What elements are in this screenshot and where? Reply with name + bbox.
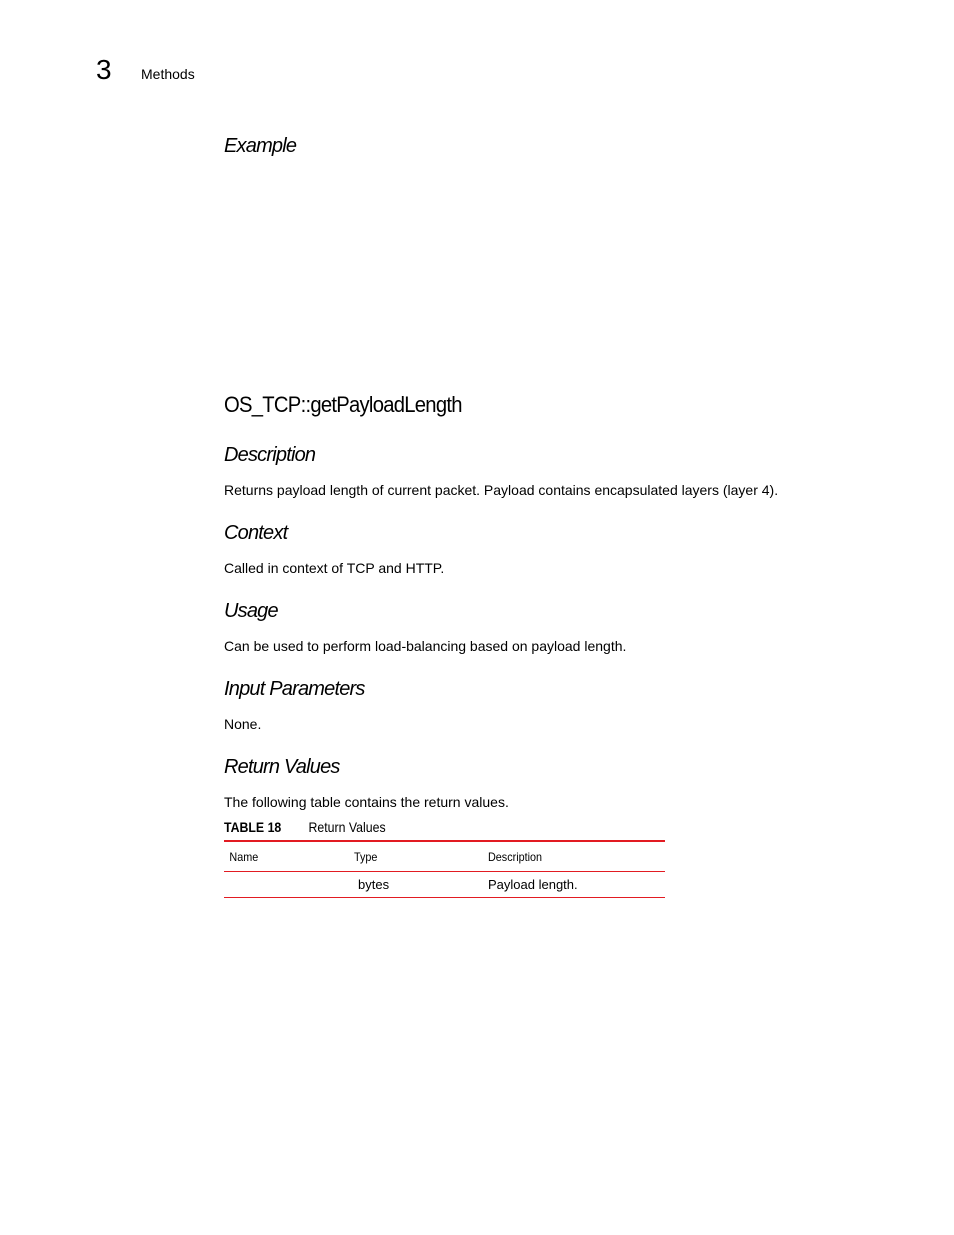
context-heading: Context: [224, 522, 288, 544]
table-title: Return Values: [308, 819, 386, 835]
cell-description: Payload length.: [488, 877, 578, 892]
input-parameters-heading: Input Parameters: [224, 678, 365, 700]
header-description: Description: [488, 849, 543, 864]
method-title: OS_TCP::getPayloadLength: [224, 392, 462, 417]
table-row: [224, 872, 665, 898]
cell-name: [224, 872, 354, 898]
chapter-title: Methods: [141, 66, 195, 82]
input-parameters-text: None.: [224, 716, 262, 732]
table-label: TABLE 18: [224, 819, 282, 835]
description-heading: Description: [224, 444, 316, 466]
header-type: Type: [354, 849, 378, 864]
header-name: Name: [229, 849, 259, 864]
cell-type: bytes: [358, 877, 390, 892]
table-header-row: [224, 841, 665, 872]
usage-heading: Usage: [224, 600, 278, 622]
return-values-text: The following table contains the return values.: [224, 794, 509, 810]
table-caption: [224, 818, 386, 836]
usage-text: Can be used to perform load-balancing based on payload length.: [224, 638, 627, 654]
description-text: Returns payload length of current packet. Payload contains encapsulated layers (layer 4).: [224, 482, 779, 498]
return-values-heading: Return Values: [224, 756, 340, 778]
return-values-table: [224, 840, 665, 898]
example-heading: Example: [224, 135, 297, 157]
context-text: Called in context of TCP and HTTP.: [224, 560, 445, 576]
chapter-number: 3: [96, 54, 112, 85]
